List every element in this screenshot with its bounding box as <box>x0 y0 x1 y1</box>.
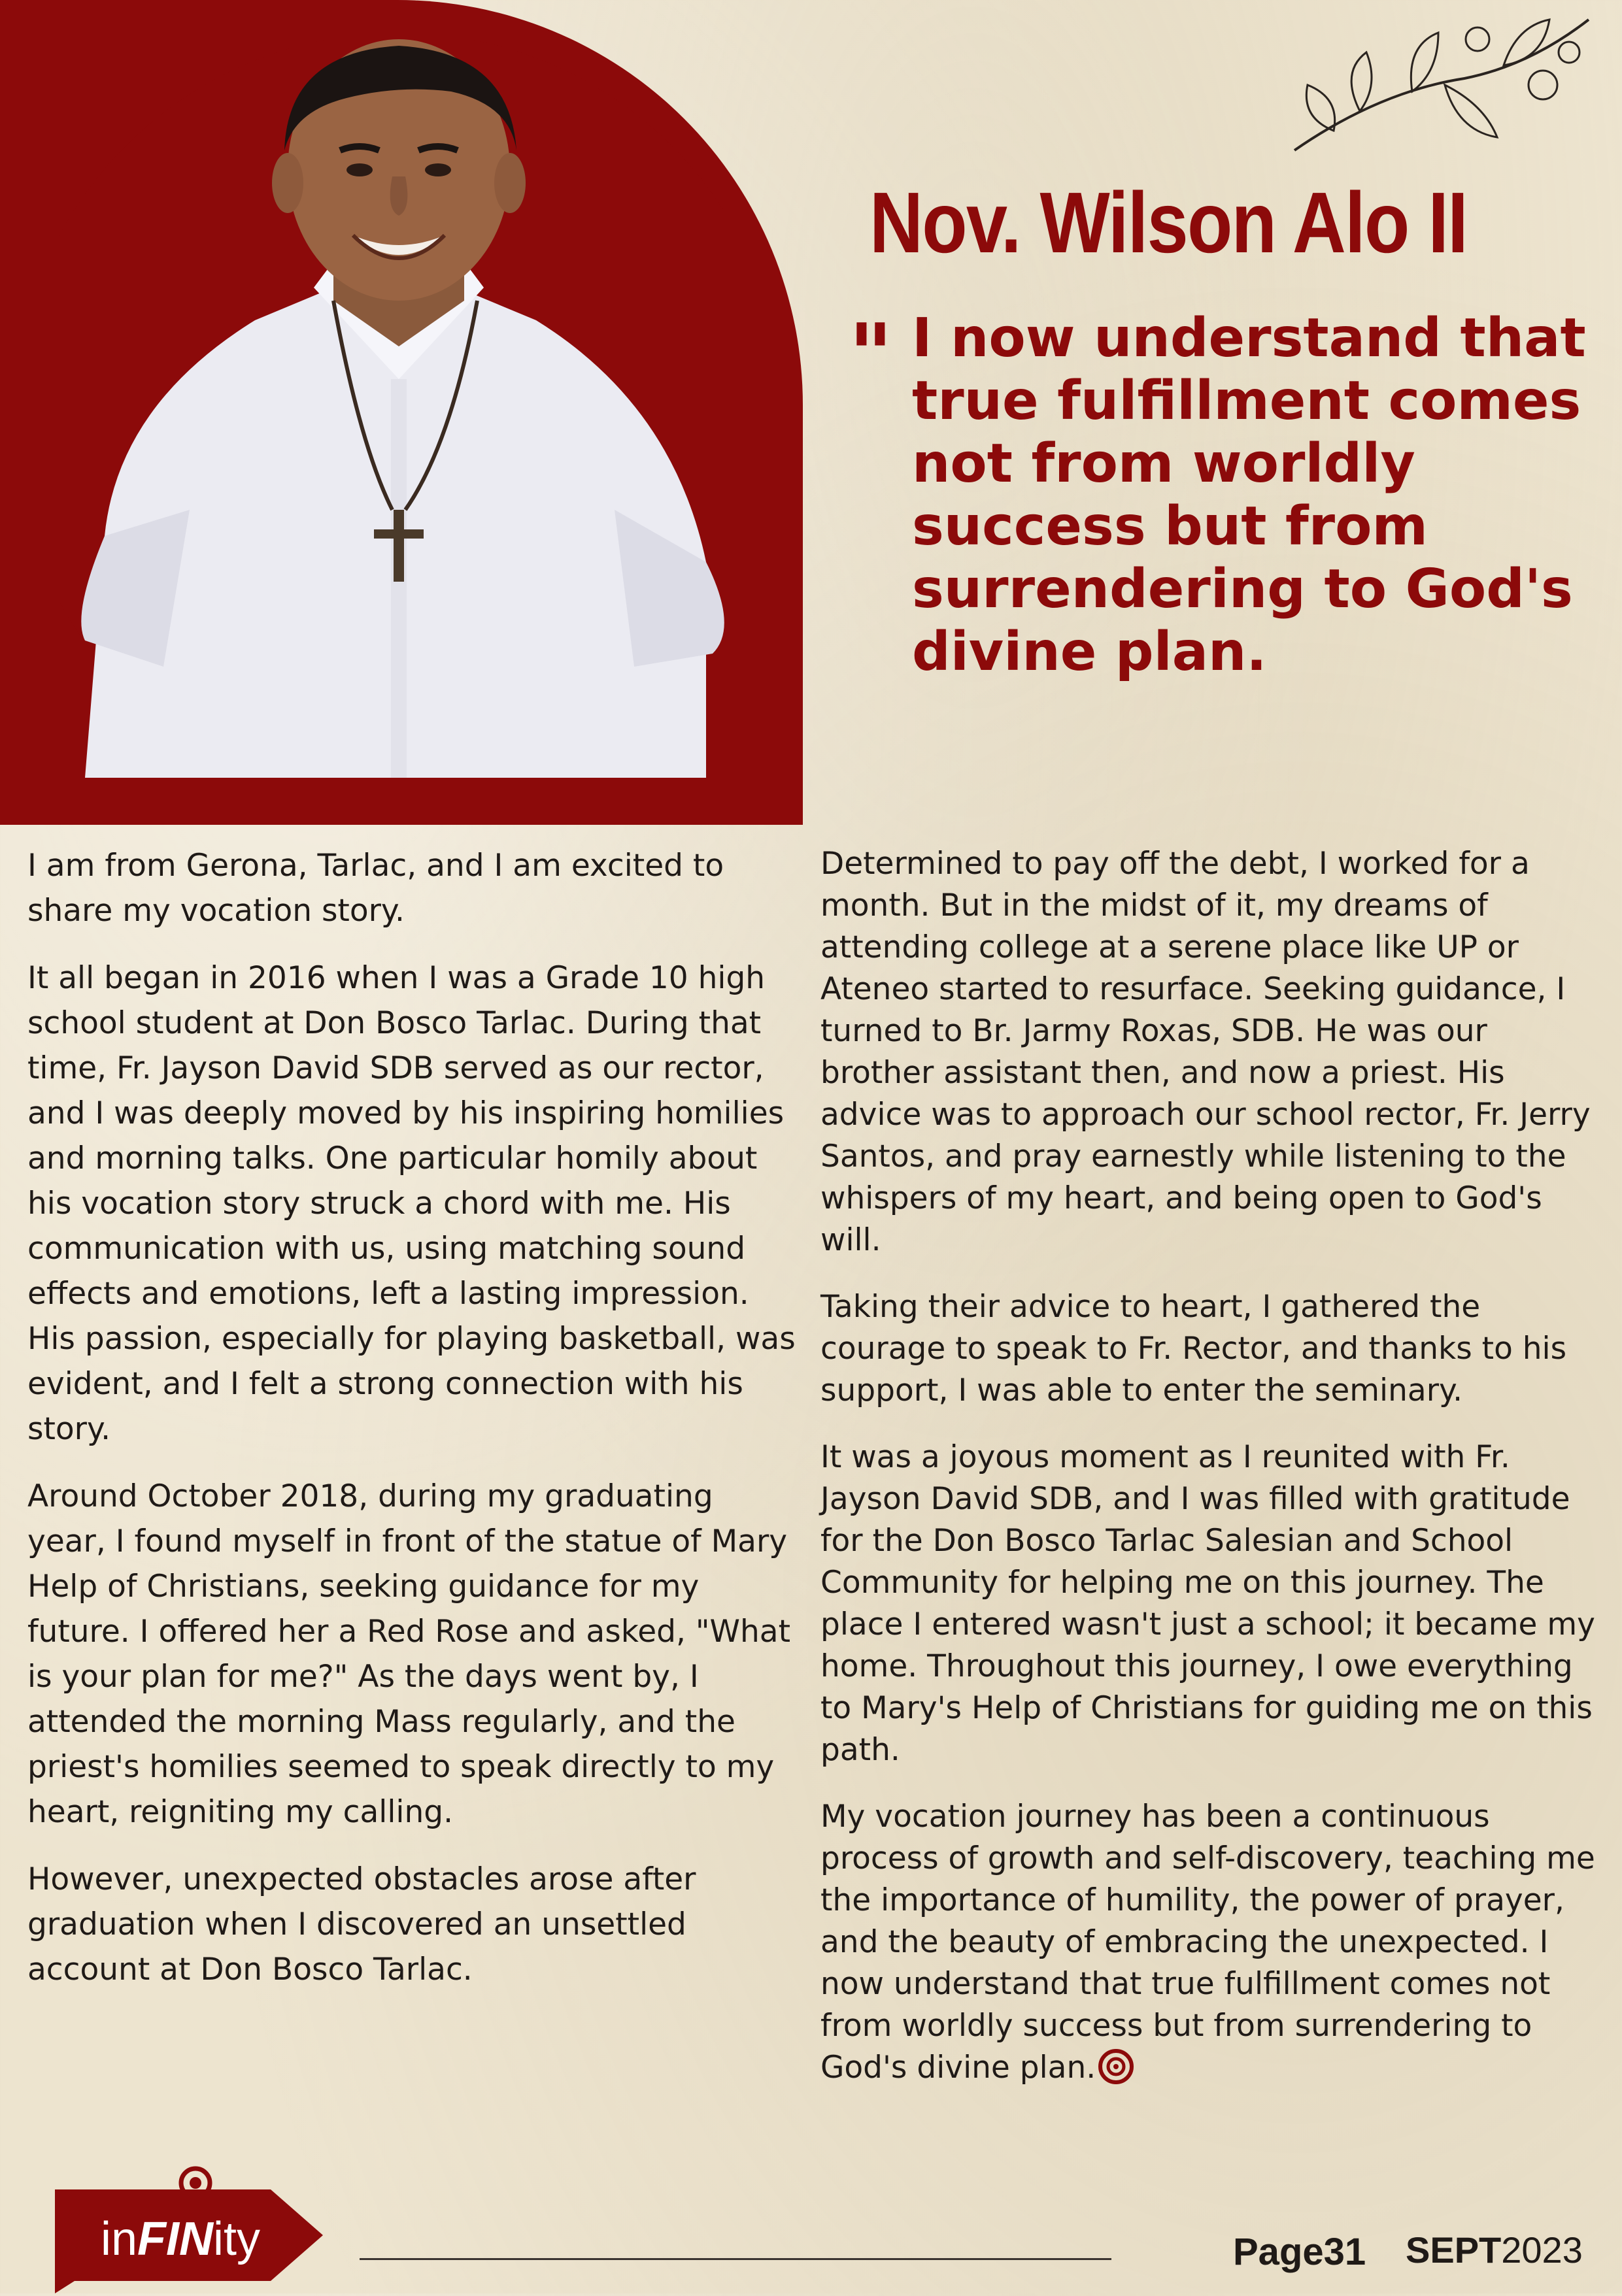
portrait-photo <box>59 39 726 778</box>
quote-mark: " <box>849 305 893 405</box>
svg-text:inFINity <box>101 2213 260 2265</box>
logo-part-2: FIN <box>137 2213 214 2265</box>
paragraph: I am from Gerona, Tarlac, and I am excited to share my vocation story. <box>27 848 724 929</box>
article-left-column <box>27 843 799 2014</box>
footer-divider <box>360 2258 1111 2260</box>
page-title: Nov. Wilson Alo II <box>870 175 1468 271</box>
paragraph-text: My vocation journey has been a continuous process of growth and self-discovery, teaching me the importance of humility, the power of prayer, and the beauty of embracing the unexpected. I now understand that true fulfillment comes not from worldly success but from surrendering to God's divine plan. <box>820 1799 1595 2086</box>
paragraph: Around October 2018, during my graduating year, I found myself in front of the statue of Mary Help of Christians, seeking guidance for my future. I offered her a Red Rose and asked, "What is your plan for me?" As the days went by, I attended the morning Mass regularly, and the priest's homilies seemed to speak directly to my heart, reigniting my calling. <box>27 1478 790 1830</box>
logo-badge <box>55 2163 329 2293</box>
portrait-frame <box>0 0 803 825</box>
end-mark-icon <box>1098 2049 1134 2084</box>
page-number: Page31 <box>1233 2231 1366 2273</box>
paragraph: Determined to pay off the debt, I worked for a month. But in the midst of it, my dreams of attending college at a serene place like UP or Ateneo started to resurface. Seeking guidance, I turned to Br. Jarmy Roxas, SDB. He was our brother assistant then, and now a priest. His advice was to approach our school rector, Fr. Jerry Santos, and pray earnestly while listening to the whispers of my heart, and being open to God's will. <box>820 846 1591 1258</box>
logo-part-3: ity <box>213 2213 261 2265</box>
issue-date <box>1406 2229 1583 2271</box>
paragraph: It all began in 2016 when I was a Grade 10 high school student at Don Bosco Tarlac. During that time, Fr. Jayson David SDB served as our rector, and I was deeply moved by his inspiring homilies and morning talks. One particular homily about his vocation story struck a chord with me. His communication with us, using matching sound effects and emotions, left a lasting impression. His passion, especially for playing basketball, was evident, and I felt a strong connection with his story. <box>27 960 796 1447</box>
paragraph: It was a joyous moment as I reunited with Fr. Jayson David SDB, and I was filled with gratitude for the Don Bosco Tarlac Salesian and School Community for helping me on this journey. The place I entered wasn't just a school; it became my home. Throughout this journey, I owe everything to Mary's Help of Christians for guiding me on this path. <box>820 1439 1595 1768</box>
floral-branch-icon <box>1281 0 1595 163</box>
issue-year: 2023 <box>1501 2229 1583 2271</box>
paragraph-final <box>820 1796 1598 2089</box>
issue-month: SEPT <box>1406 2229 1502 2271</box>
logo-part-1: in <box>101 2213 138 2265</box>
article-right-column <box>820 843 1598 2114</box>
paragraph: However, unexpected obstacles arose after graduation when I discovered an unsettled account at Don Bosco Tarlac. <box>27 1861 696 1988</box>
magazine-logo <box>55 2163 329 2293</box>
pull-quote: I now understand that true fulfillment comes not from worldly success but from surrendering to God's divine plan. <box>912 307 1586 683</box>
paragraph: Taking their advice to heart, I gathered the courage to speak to Fr. Rector, and thanks to his support, I was able to enter the seminary. <box>820 1289 1567 1408</box>
